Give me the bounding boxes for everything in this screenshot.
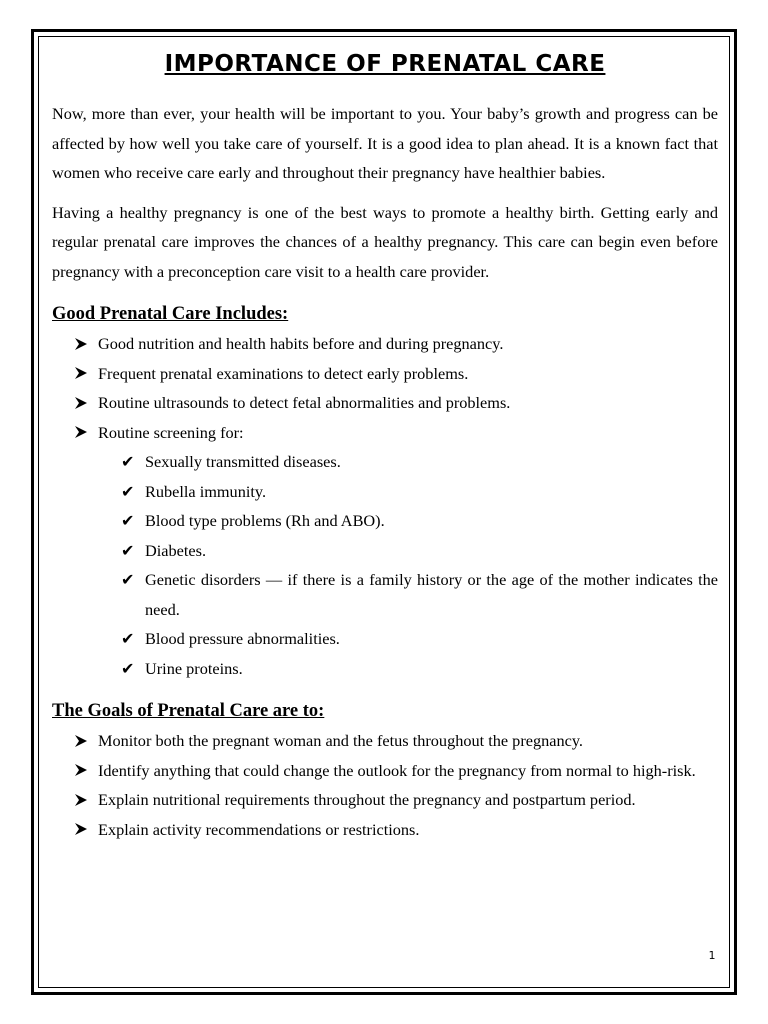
arrowhead-bullet-icon: [74, 359, 94, 389]
screening-item: [52, 477, 718, 507]
screening-item: [52, 565, 718, 624]
document-body: [52, 46, 718, 844]
screening-item-text: Urine proteins.: [145, 658, 243, 678]
arrowhead-bullet-icon: [74, 418, 94, 448]
list-item: [52, 359, 718, 389]
checkmark-icon: ✔: [121, 481, 135, 501]
section-heading-goals: The Goals of Prenatal Care are to:: [52, 701, 325, 721]
intro-paragraph: Now, more than ever, your health will be important to you. Your baby’s growth and progress can be affected by how well you take care of yourself. It is a good idea to plan ahead. It is a known fact that women who receive care early and throughout their pregnancy have healthier babies.: [52, 104, 718, 182]
healthy-pregnancy-paragraph: Having a healthy pregnancy is one of the best ways to promote a healthy birth. Getting early and regular prenatal care improves the chances of a healthy pregnancy. This care can begin even before pregnancy with a preconception care visit to a health care provider.: [52, 202, 718, 281]
list-item: [52, 418, 718, 448]
list-item: [52, 388, 718, 418]
list-item: [52, 785, 718, 815]
screening-item-text: Sexually transmitted diseases.: [145, 452, 341, 471]
good-prenatal-care-list: [52, 329, 718, 683]
list-item-text: Explain nutritional requirements throughout the pregnancy and postpartum period.: [98, 790, 636, 809]
list-item: [52, 329, 718, 359]
list-item-text: Routine ultrasounds to detect fetal abnormalities and problems.: [98, 393, 511, 412]
screening-item-text: Diabetes.: [145, 540, 207, 560]
screening-item-text: Rubella immunity.: [145, 481, 267, 501]
screening-item: [52, 654, 718, 684]
arrowhead-bullet-icon: [74, 756, 94, 786]
goals-list: [52, 726, 718, 844]
checkmark-icon: ✔: [121, 658, 135, 678]
arrowhead-bullet-icon: [74, 815, 94, 845]
screening-item: [52, 536, 718, 566]
arrowhead-bullet-icon: [74, 726, 94, 756]
arrowhead-bullet-icon: [74, 785, 94, 815]
list-item: [52, 815, 718, 845]
checkmark-icon: ✔: [121, 452, 135, 471]
checkmark-icon: ✔: [121, 629, 135, 648]
document-title: IMPORTANCE OF PRENATAL CARE: [164, 51, 606, 77]
screening-item-text: Blood pressure abnormalities.: [145, 629, 340, 648]
list-item-text: Frequent prenatal examinations to detect early problems.: [98, 363, 469, 383]
page-number: 1: [708, 949, 716, 962]
list-item-text: Monitor both the pregnant woman and the fetus throughout the pregnancy.: [98, 731, 584, 750]
screening-item: [52, 624, 718, 654]
arrowhead-bullet-icon: [74, 388, 94, 418]
screening-item: [52, 447, 718, 477]
list-item-text: Routine screening for:: [98, 422, 244, 442]
list-item-text: Identify anything that could change the outlook for the pregnancy from normal to high-risk.: [98, 760, 696, 780]
checkmark-icon: ✔: [121, 570, 135, 589]
screening-item-text: Genetic disorders — if there is a family history or the age of the mother indicates the need.: [145, 570, 718, 619]
checkmark-icon: ✔: [121, 540, 135, 560]
list-item-text: Good nutrition and health habits before and during pregnancy.: [98, 334, 504, 353]
section-heading-good-prenatal-care: Good Prenatal Care Includes:: [52, 304, 289, 324]
checkmark-icon: ✔: [121, 511, 135, 530]
arrowhead-bullet-icon: [74, 329, 94, 359]
list-item: [52, 726, 718, 756]
screening-item: [52, 506, 718, 536]
list-item-text: Explain activity recommendations or restrictions.: [98, 819, 420, 839]
list-item: [52, 756, 718, 786]
screening-item-text: Blood type problems (Rh and ABO).: [145, 511, 385, 530]
